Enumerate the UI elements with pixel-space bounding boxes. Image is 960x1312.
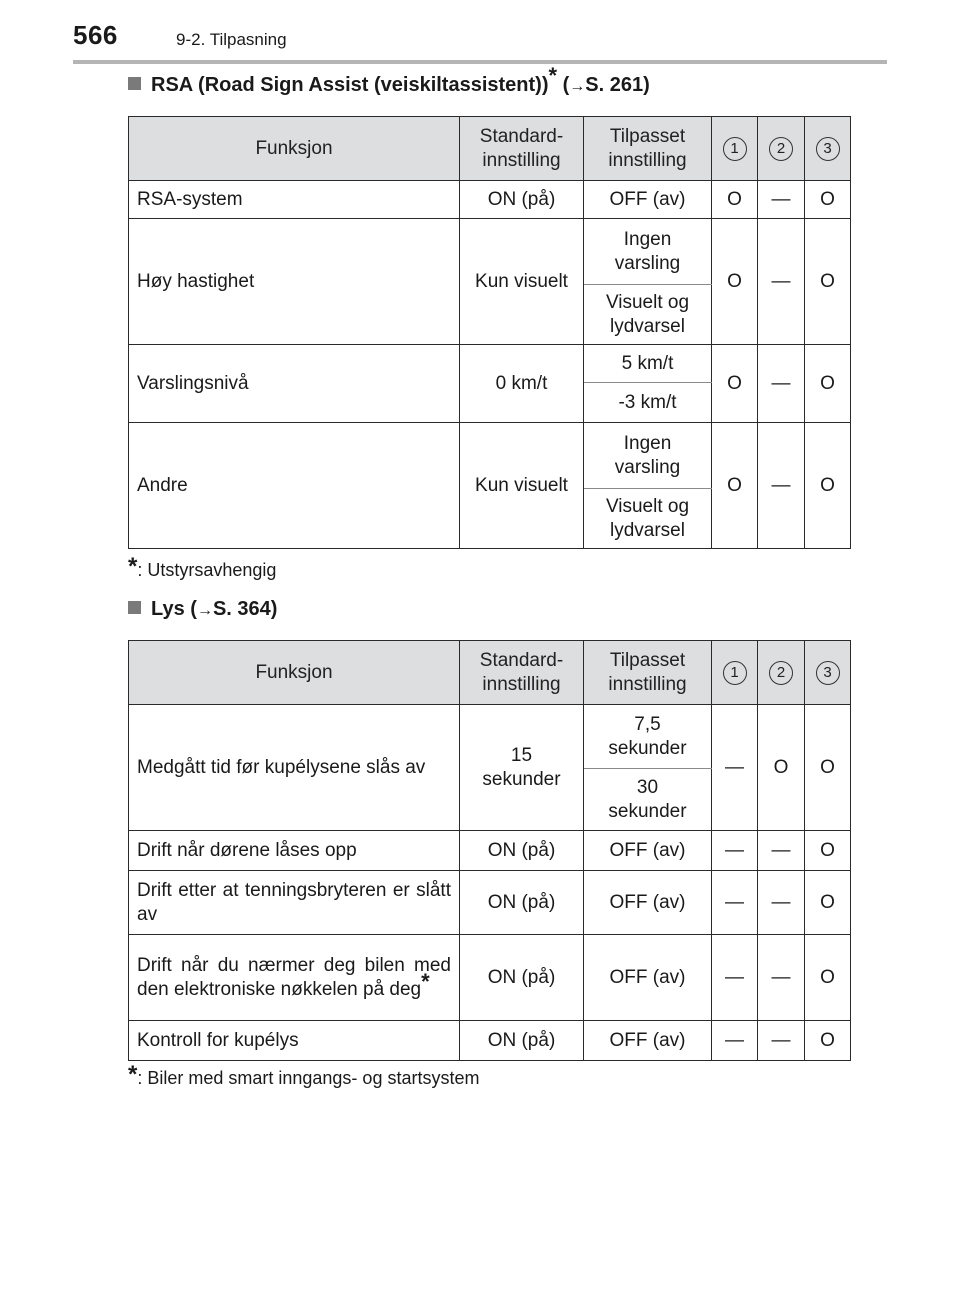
col-3 — [805, 117, 851, 181]
circled-3-icon: 3 — [816, 137, 840, 161]
table-row: Drift når du nærmer deg bilen med den elektroniske nøkkelen på deg* ON (på) OFF (av) — — O — [129, 935, 851, 1021]
circled-1-icon: 1 — [723, 137, 747, 161]
section-heading-lys: Lys (→S. 364) — [128, 598, 277, 621]
col-custom: Tilpasset innstilling — [584, 641, 712, 705]
section-heading-rsa: RSA (Road Sign Assist (veiskiltassistent))* (→S. 261) — [128, 74, 650, 97]
col-function: Funksjon — [129, 117, 460, 181]
lights-settings-table — [128, 640, 851, 1061]
table-row: -3 km/t — [129, 383, 851, 423]
asterisk-mark: * — [548, 63, 558, 88]
table-header-row — [129, 641, 851, 705]
footnote-rsa: *: Utstyrsavhengig — [128, 553, 277, 580]
page-reference: S. 261 — [585, 74, 644, 96]
table-row: Visuelt og lydvarsel — [129, 285, 851, 345]
col-2 — [758, 117, 805, 181]
page-reference: S. 364 — [212, 598, 271, 620]
table-row: RSA-system ON (på) OFF (av) O — O — [129, 181, 851, 219]
table-row: Medgått tid før kupélysene slås av 15 sekunder 7,5 sekunder — O O — [129, 705, 851, 769]
table-row: Drift når dørene låses opp ON (på) OFF (av) — — O — [129, 831, 851, 871]
col-3 — [805, 641, 851, 705]
col-default: Standard- innstilling — [460, 641, 584, 705]
table-row: Visuelt og lydvarsel — [129, 489, 851, 549]
circled-2-icon: 2 — [769, 661, 793, 685]
col-custom: Tilpasset innstilling — [584, 117, 712, 181]
rsa-settings-table — [128, 116, 851, 549]
table-row: Høy hastighet Kun visuelt Ingen varsling O — O — [129, 219, 851, 285]
col-default: Standard- innstilling — [460, 117, 584, 181]
header-rule — [73, 60, 887, 64]
col-2 — [758, 641, 805, 705]
page-number: 566 — [73, 20, 118, 50]
col-1 — [712, 641, 758, 705]
heading-square-icon — [128, 601, 141, 614]
asterisk-mark: * — [421, 968, 430, 994]
table-row: Andre Kun visuelt Ingen varsling O — O — [129, 423, 851, 489]
table-row: Kontroll for kupélys ON (på) OFF (av) — — O — [129, 1021, 851, 1061]
circled-2-icon: 2 — [769, 137, 793, 161]
section-title: 9-2. Tilpasning — [176, 30, 287, 49]
heading-square-icon — [128, 77, 141, 90]
circled-1-icon: 1 — [723, 661, 747, 685]
circled-3-icon: 3 — [816, 661, 840, 685]
arrow-right-icon: → — [569, 78, 586, 95]
table-row: Varslingsnivå 0 km/t 5 km/t O — O — [129, 345, 851, 383]
arrow-right-icon: → — [196, 602, 213, 619]
table-row: Drift etter at tenningsbryteren er slått av ON (på) OFF (av) — — O — [129, 871, 851, 935]
footnote-lights: *: Biler med smart inngangs- og startsystem — [128, 1061, 480, 1088]
col-function: Funksjon — [129, 641, 460, 705]
table-row: 30 sekunder — [129, 769, 851, 831]
table-header-row — [129, 117, 851, 181]
col-1 — [712, 117, 758, 181]
